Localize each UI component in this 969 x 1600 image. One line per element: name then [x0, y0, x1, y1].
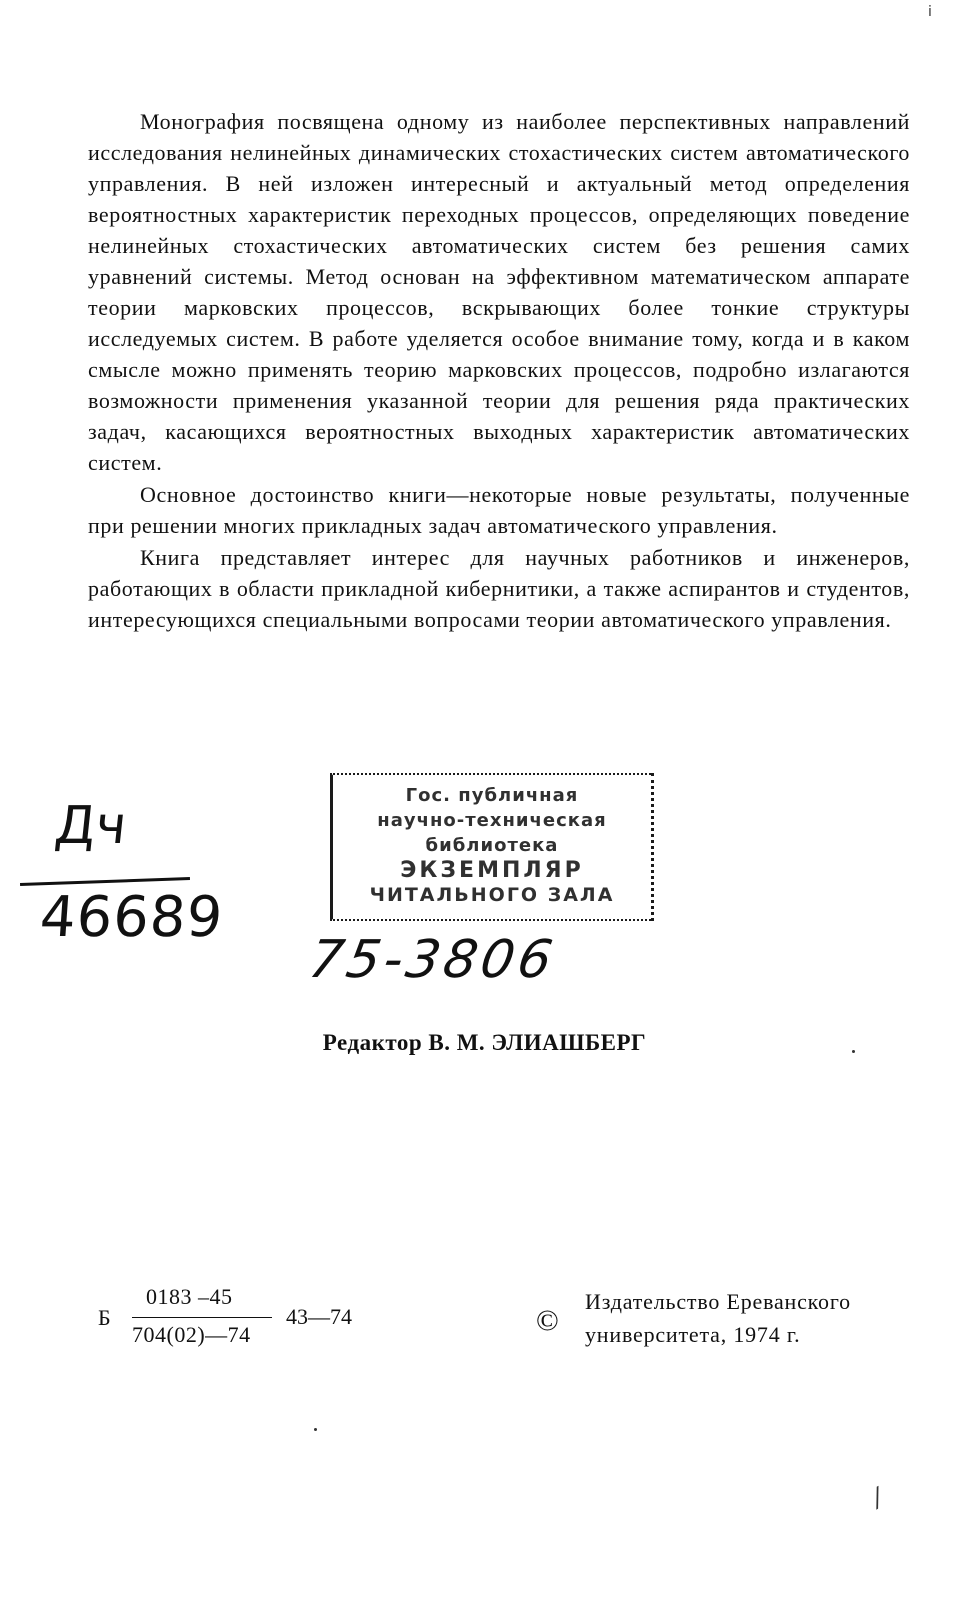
editor-credit: Редактор В. М. ЭЛИАШБЕРГ	[322, 1030, 647, 1055]
abstract-paragraph-3: Книга представляет интерес для научных работников и инженеров, работающих в области прикладной кибернитики, а также аспирантов и студентов, интересующихся специальными вопросами теории автоматического управления.	[88, 545, 910, 632]
scan-mark-bottom-right: ⁄	[868, 1484, 888, 1514]
publisher-line-2: университета, 1974 г.	[585, 1322, 801, 1347]
scan-mark-top-right: ⅰ	[928, 4, 932, 20]
stamp-line-1: Гос. публичная	[405, 785, 579, 806]
catalog-suffix: 43—74	[286, 1304, 352, 1329]
catalog-fraction-line	[132, 1317, 272, 1318]
copyright-icon: ©	[536, 1304, 559, 1337]
stamp-line-3: библиотека	[425, 835, 559, 856]
publisher-line-1: Издательство Ереванского	[585, 1289, 851, 1314]
abstract-paragraph-1: Монография посвящена одному из наиболее перспективных направлений исследования нелинейных динамических стохастических систем автоматического управления. В ней изложен интересный и актуальный метод определения вероятностных характеристик переходных процессов, определяющих поведение нелинейных стохастических автоматических систем без решения самих уравнений системы. Метод основан на эффективном математическом аппарате теории марковских процессов, вскрывающих более тонкие структуры исследуемых систем. В работе уделяется особое внимание тому, когда и в каком смысле можно применять теорию марковских процессов, подробно излагаются возможности применения указанной теории для решения ряда практических задач, касающихся вероятностных выходных характеристик автоматических систем.	[88, 109, 910, 475]
shelf-mark-top: Дч	[51, 796, 130, 856]
stamp-line-2: научно-техническая	[377, 810, 607, 831]
abstract-paragraph-2: Основное достоинство книги—некоторые новые результаты, полученные при решении многих прикладных задач автоматического управления.	[88, 482, 910, 538]
abstract-text	[88, 106, 910, 636]
catalog-code	[98, 1282, 398, 1382]
catalog-letter: Б	[98, 1305, 111, 1330]
publisher-info	[585, 1285, 851, 1351]
scan-dot	[314, 1428, 317, 1431]
shelf-mark-number: 46689	[37, 885, 226, 950]
scan-dot	[852, 1050, 855, 1053]
stamp-line-4: ЭКЗЕМПЛЯР	[400, 858, 584, 883]
library-stamp	[330, 773, 654, 921]
catalog-denominator: 704(02)—74	[132, 1322, 251, 1347]
stamp-line-5: ЧИТАЛЬНОГО ЗАЛА	[369, 884, 615, 906]
catalog-numerator: 0183 –45	[146, 1284, 233, 1309]
accession-number: 75-3806	[304, 930, 561, 990]
